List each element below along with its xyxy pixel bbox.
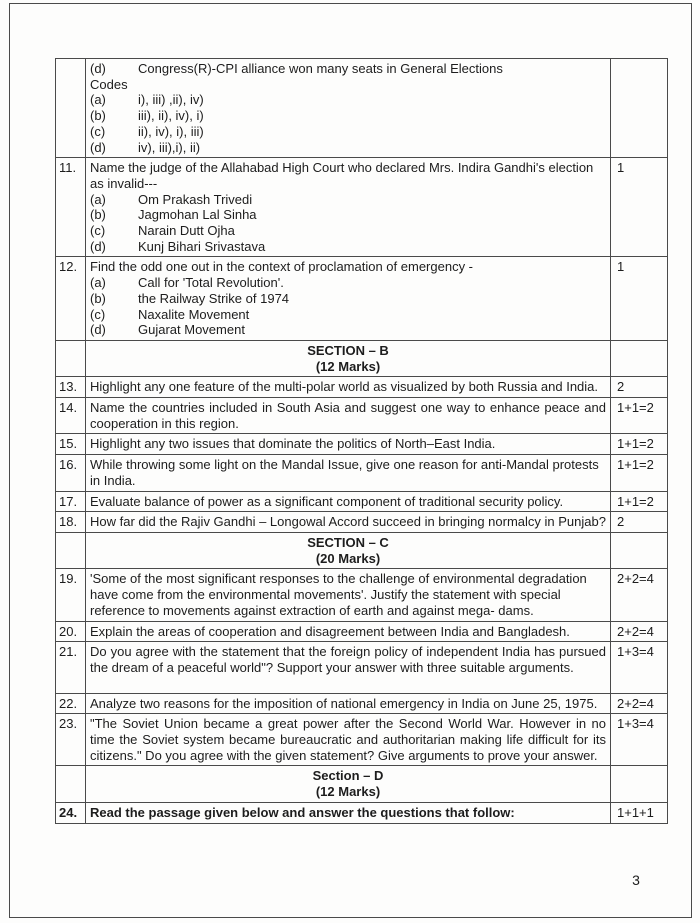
question-row (56, 434, 667, 455)
question-cell (86, 714, 611, 765)
question-cell (86, 622, 611, 642)
question-number: 15. (56, 434, 86, 454)
question-number: 14. (56, 398, 86, 433)
option-text: iii), ii), iv), i) (138, 108, 204, 124)
marks-value: 1+1+1 (617, 804, 654, 820)
question-row (56, 694, 667, 715)
option-text: Naxalite Movement (138, 306, 250, 322)
question-cell (86, 377, 611, 397)
option-text: the Railway Strike of 1974 (138, 290, 290, 306)
question-cell (86, 642, 611, 692)
option-label: (b) (90, 108, 106, 124)
option-text: i), iii) ,ii), iv) (138, 92, 204, 108)
question-text: Name the judge of the Allahabad High Court who declared Mrs. Indira Gandhi's election as invalid--- (90, 160, 594, 191)
codes-label: Codes (90, 76, 128, 92)
marks-value (611, 341, 667, 376)
question-number: 12. (56, 257, 86, 340)
question-text: Highlight any one feature of the multi-polar world as visualized by both Russia and India. (90, 379, 599, 395)
question-cell (86, 59, 611, 157)
section-header-cell (86, 341, 611, 376)
option-label: (d) (90, 322, 106, 338)
question-number: 23. (56, 714, 86, 765)
option-label: (c) (90, 223, 106, 239)
option-text: iv), iii),i), ii) (138, 139, 201, 155)
question-cell (86, 455, 611, 490)
option-line (90, 140, 606, 156)
question-cell (86, 398, 611, 433)
question-text: Do you agree with the statement that the foreign policy of independent India has pursued the dream of a peaceful world"? Support your answer with three suitable arguments. (90, 644, 606, 675)
option-line (90, 124, 606, 140)
marks-value: 1+1=2 (617, 493, 654, 509)
question-row (56, 803, 667, 823)
marks-value: 2 (617, 514, 625, 530)
option-text: Narain Dutt Ojha (138, 223, 235, 239)
option-label: (a) (90, 275, 106, 291)
question-row (56, 492, 667, 513)
codes-line (90, 77, 606, 93)
question-row (56, 257, 667, 341)
question-row (56, 642, 667, 693)
marks-value: 1+1=2 (617, 436, 654, 452)
option-label: (a) (90, 191, 106, 207)
question-text: Analyze two reasons for the imposition of national emergency in India on June 25, 1975. (90, 695, 598, 711)
marks-value: 2+2=4 (617, 571, 654, 587)
option-line (90, 275, 606, 291)
question-number (56, 341, 86, 376)
question-text: Evaluate balance of power as a significant component of traditional security policy. (90, 493, 564, 509)
marks-value: 1 (617, 259, 625, 275)
section-marks: (12 Marks) (315, 358, 381, 374)
question-cell (86, 492, 611, 512)
option-label: (c) (90, 306, 106, 322)
section-header-row (56, 766, 667, 802)
section-header-cell (86, 766, 611, 801)
question-row (56, 158, 667, 257)
question-number: 16. (56, 455, 86, 490)
marks-value: 2+2=4 (617, 695, 654, 711)
question-text: Name the countries included in South Asia and suggest one way to enhance peace and cooperation in this region. (90, 400, 606, 431)
question-cell (86, 512, 611, 532)
page-number: 3 (632, 872, 640, 888)
question-text: Read the passage given below and answer the questions that follow: (90, 804, 515, 820)
question-number (56, 533, 86, 568)
option-line (90, 322, 606, 338)
question-number (56, 59, 86, 157)
question-row (56, 455, 667, 491)
question-number: 11. (56, 158, 86, 256)
question-cell (86, 694, 611, 714)
section-header-row (56, 533, 667, 569)
option-text: ii), iv), i), iii) (138, 123, 204, 139)
section-header-row (56, 341, 667, 377)
question-number: 13. (56, 377, 86, 397)
option-line (90, 207, 606, 223)
section-title: SECTION – B (307, 342, 389, 358)
question-table (55, 58, 668, 824)
option-line (90, 291, 606, 307)
question-cell (86, 803, 611, 823)
question-text: Explain the areas of cooperation and disagreement between India and Bangladesh. (90, 623, 570, 639)
question-number: 18. (56, 512, 86, 532)
marks-value: 1+1=2 (617, 457, 654, 473)
option-label: (a) (90, 92, 106, 108)
marks-value (611, 533, 667, 568)
question-number: 19. (56, 569, 86, 620)
section-title: Section – D (312, 768, 384, 784)
question-number: 20. (56, 622, 86, 642)
option-line (90, 307, 606, 323)
option-text: Gujarat Movement (138, 322, 245, 338)
option-text: Congress(R)-CPI alliance won many seats in General Elections (138, 61, 503, 76)
marks-value: 2 (617, 379, 625, 395)
option-line (90, 239, 606, 255)
option-label: (b) (90, 290, 106, 306)
question-number: 24. (56, 803, 86, 823)
option-text: Kunj Bihari Srivastava (138, 238, 266, 254)
option-line (90, 223, 606, 239)
option-text: Call for 'Total Revolution'. (138, 275, 284, 291)
section-title: SECTION – C (307, 534, 389, 550)
marks-value: 1+3=4 (617, 644, 654, 660)
option-label: (c) (90, 123, 106, 139)
question-text: "The Soviet Union became a great power after the Second World War. However in no time the Soviet system became bureaucratic and authoritarian making life difficult for its citizens." Do you agree with the given statement? Give arguments to prove your answer. (90, 716, 606, 763)
question-row (56, 714, 667, 766)
question-cell (86, 257, 611, 340)
option-line (90, 192, 606, 208)
marks-value (611, 59, 667, 157)
option-label: (b) (90, 207, 106, 223)
option-line (90, 108, 606, 124)
section-marks: (20 Marks) (315, 550, 381, 566)
option-label: (d) (90, 139, 106, 155)
question-cell (86, 434, 611, 454)
question-number: 17. (56, 492, 86, 512)
question-text: How far did the Rajiv Gandhi – Longowal Accord succeed in bringing normalcy in Punjab? (90, 514, 606, 530)
section-header-cell (86, 533, 611, 568)
question-number: 21. (56, 642, 86, 692)
option-line (90, 92, 606, 108)
question-cell (86, 158, 611, 256)
question-row-continuation (56, 59, 667, 158)
question-number (56, 766, 86, 801)
marks-value (611, 766, 667, 801)
question-number: 22. (56, 694, 86, 714)
option-line (90, 61, 606, 77)
marks-value: 1 (617, 160, 625, 176)
question-row (56, 622, 667, 643)
question-text: While throwing some light on the Mandal Issue, give one reason for anti-Mandal protests in India. (90, 457, 599, 488)
marks-value: 1+3=4 (617, 716, 654, 732)
question-row (56, 398, 667, 434)
option-text: Om Prakash Trivedi (138, 191, 253, 207)
option-label: (d) (90, 238, 106, 254)
question-text: Find the odd one out in the context of proclamation of emergency - (90, 259, 474, 275)
marks-value: 2+2=4 (617, 623, 654, 639)
question-text: Highlight any two issues that dominate the politics of North–East India. (90, 436, 496, 452)
codes-text (138, 77, 606, 93)
section-marks: (12 Marks) (315, 784, 381, 800)
marks-value: 1+1=2 (617, 400, 654, 416)
question-row (56, 377, 667, 398)
option-label: (d) (90, 61, 106, 76)
question-row (56, 569, 667, 621)
question-cell (86, 569, 611, 620)
question-text: 'Some of the most significant responses to the challenge of environmental degradation have come from the environmental movements'. Justify the statement with special reference to movements against extraction of earth and against mega- dams. (90, 571, 587, 618)
option-text: Jagmohan Lal Sinha (138, 207, 257, 223)
question-row (56, 512, 667, 533)
